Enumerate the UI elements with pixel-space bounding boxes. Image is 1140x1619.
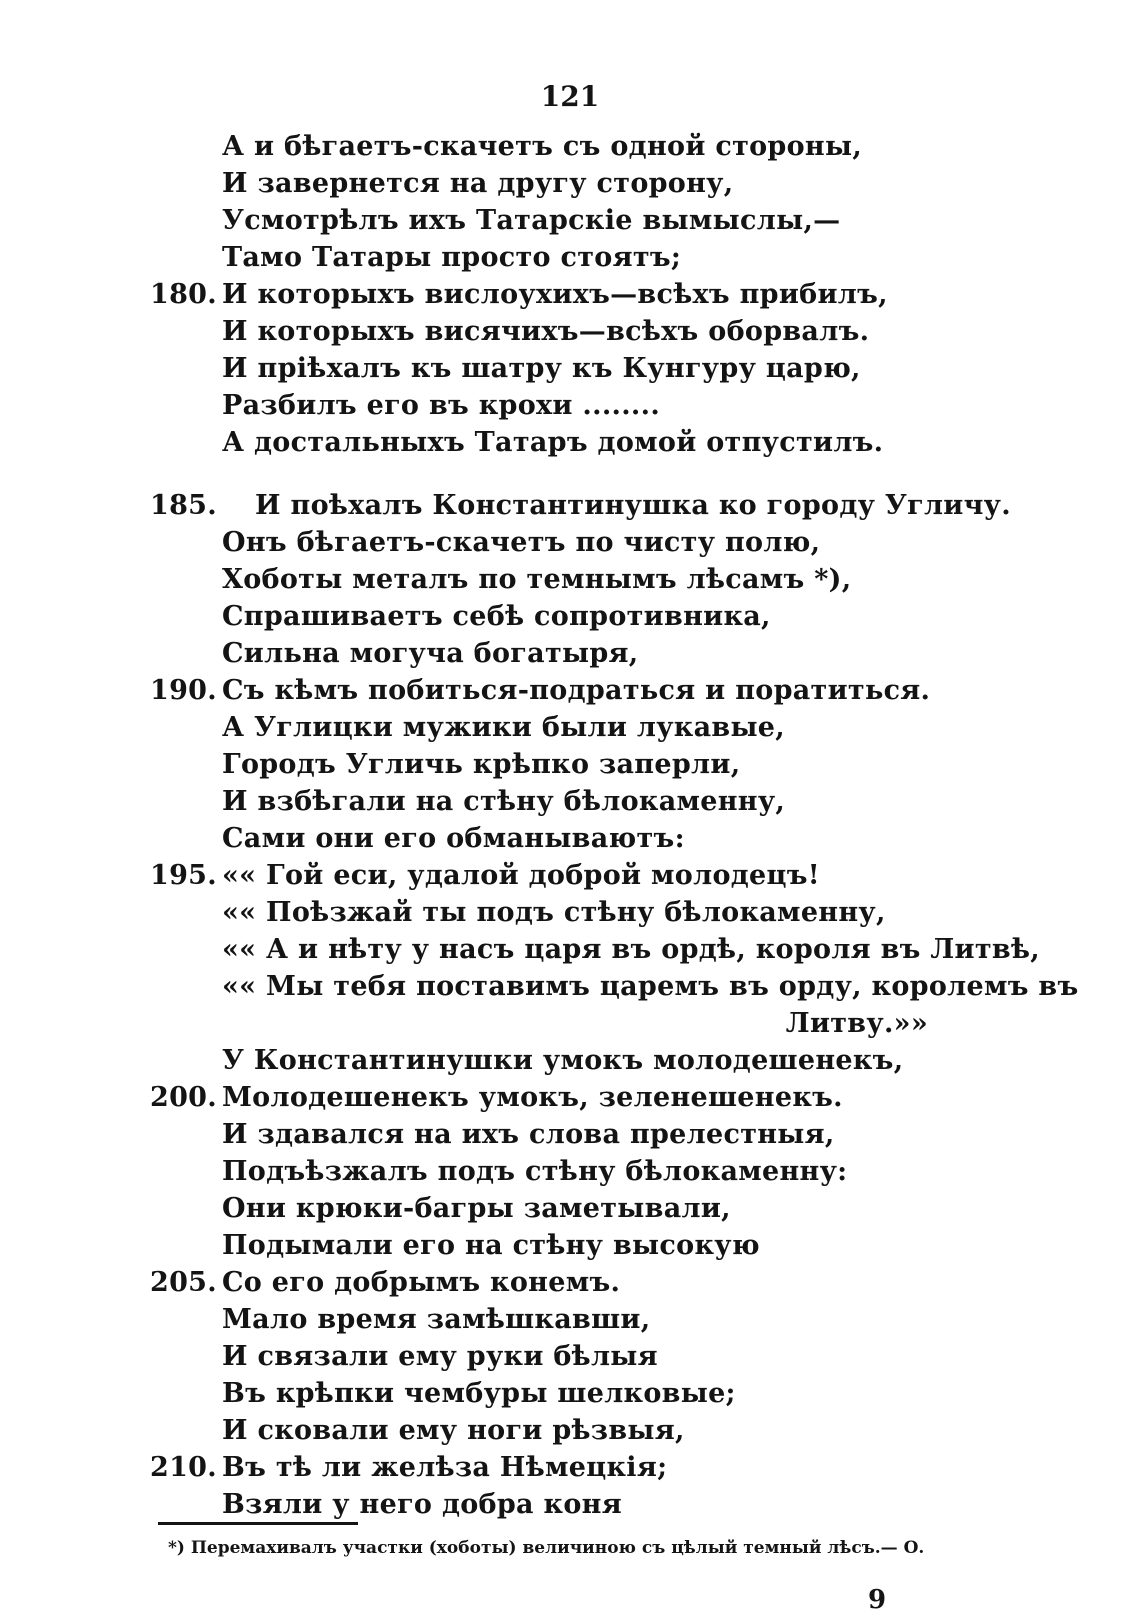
poem-line: Сильна могуча богатыря, xyxy=(222,638,639,669)
poem-line: 185. И поѣхалъ Константинушка ко городу Угличу. xyxy=(0,487,1140,524)
poem-line: Тамо Татары просто стоятъ; xyxy=(222,242,682,273)
line-number: 200. xyxy=(150,1082,217,1113)
footnote: *) Перемахивалъ участки (хоботы) величиною съ цѣлый темный лѣсъ.— О. xyxy=(168,1538,925,1558)
poem-line: А Углицки мужики были лукавые, xyxy=(222,712,785,743)
line-number: 210. xyxy=(150,1452,217,1483)
poem-line: «« Поѣзжай ты подъ стѣну бѣлокаменну, xyxy=(222,897,886,928)
page-number: 121 xyxy=(540,80,600,113)
poem-line-continuation: Литву.»» xyxy=(785,1008,928,1039)
poem-line: А и бѣгаетъ-скачетъ съ одной стороны, xyxy=(222,131,863,162)
poem-line: Онъ бѣгаетъ-скачетъ по чисту полю, xyxy=(222,527,821,558)
poem-line: Городъ Угличь крѣпко заперли, xyxy=(222,749,741,780)
poem-line: 205. Со его добрымъ конемъ. xyxy=(0,1264,1140,1301)
poem-line: Они крюки-багры заметывали, xyxy=(222,1193,731,1224)
poem-line: И пріѣхалъ къ шатру къ Кунгуру царю, xyxy=(222,353,861,384)
line-number: 195. xyxy=(150,860,217,891)
poem-line: 180. И которыхъ вислоухихъ—всѣхъ прибилъ, xyxy=(0,276,1140,313)
poem-line: И сковали ему ноги рѣзвыя, xyxy=(222,1415,685,1446)
poem-line: Спрашиваетъ себѣ сопротивника, xyxy=(222,601,771,632)
poem-line: Подымали его на стѣну высокую xyxy=(222,1230,760,1261)
line-number: 180. xyxy=(150,279,217,310)
poem-line: И взбѣгали на стѣну бѣлокаменну, xyxy=(222,786,786,817)
poem-line: «« Мы тебя поставимъ царемъ въ орду, королемъ въ xyxy=(222,971,1079,1002)
poem-line: 200. Молодешенекъ умокъ, зеленешенекъ. xyxy=(0,1079,1140,1116)
poem-line: Мало время замѣшкавши, xyxy=(222,1304,651,1335)
poem-line: Подъѣзжалъ подъ стѣну бѣлокаменну: xyxy=(222,1156,848,1187)
poem-line: Разбилъ его въ крохи ........ xyxy=(222,390,661,421)
poem-line: Хоботы металъ по темнымъ лѣсамъ *), xyxy=(222,564,852,595)
poem-line: У Константинушки умокъ молодешенекъ, xyxy=(222,1045,904,1076)
poem-line: Взяли у него добра коня xyxy=(222,1489,622,1520)
poem-line: 190. Съ кѣмъ побиться-подраться и поратиться. xyxy=(0,672,1140,709)
line-number: 185. xyxy=(150,490,217,521)
poem-line: И завернется на другу сторону, xyxy=(222,168,734,199)
poem-line: А достальныхъ Татаръ домой отпустилъ. xyxy=(222,427,884,458)
poem-text xyxy=(0,128,1140,1523)
poem-line: «« А и нѣту у насъ царя въ ордѣ, короля въ Литвѣ, xyxy=(222,934,1040,965)
poem-line: И здавался на ихъ слова прелестныя, xyxy=(222,1119,835,1150)
poem-line: 210. Въ тѣ ли желѣза Нѣмецкія; xyxy=(0,1449,1140,1486)
line-number: 190. xyxy=(150,675,217,706)
poem-line: 195. «« Гой еси, удалой доброй молодецъ! xyxy=(0,857,1140,894)
line-number: 205. xyxy=(150,1267,217,1298)
footnote-divider xyxy=(158,1522,358,1525)
poem-line: И связали ему руки бѣлыя xyxy=(222,1341,658,1372)
poem-line: Въ крѣпки чембуры шелковые; xyxy=(222,1378,736,1409)
printer-signature-mark: 9 xyxy=(868,1585,887,1615)
poem-line: И которыхъ висячихъ—всѣхъ оборвалъ. xyxy=(222,316,870,347)
poem-line: Усмотрѣлъ ихъ Татарскіе вымыслы,— xyxy=(222,205,841,236)
poem-line: Сами они его обманываютъ: xyxy=(222,823,685,854)
